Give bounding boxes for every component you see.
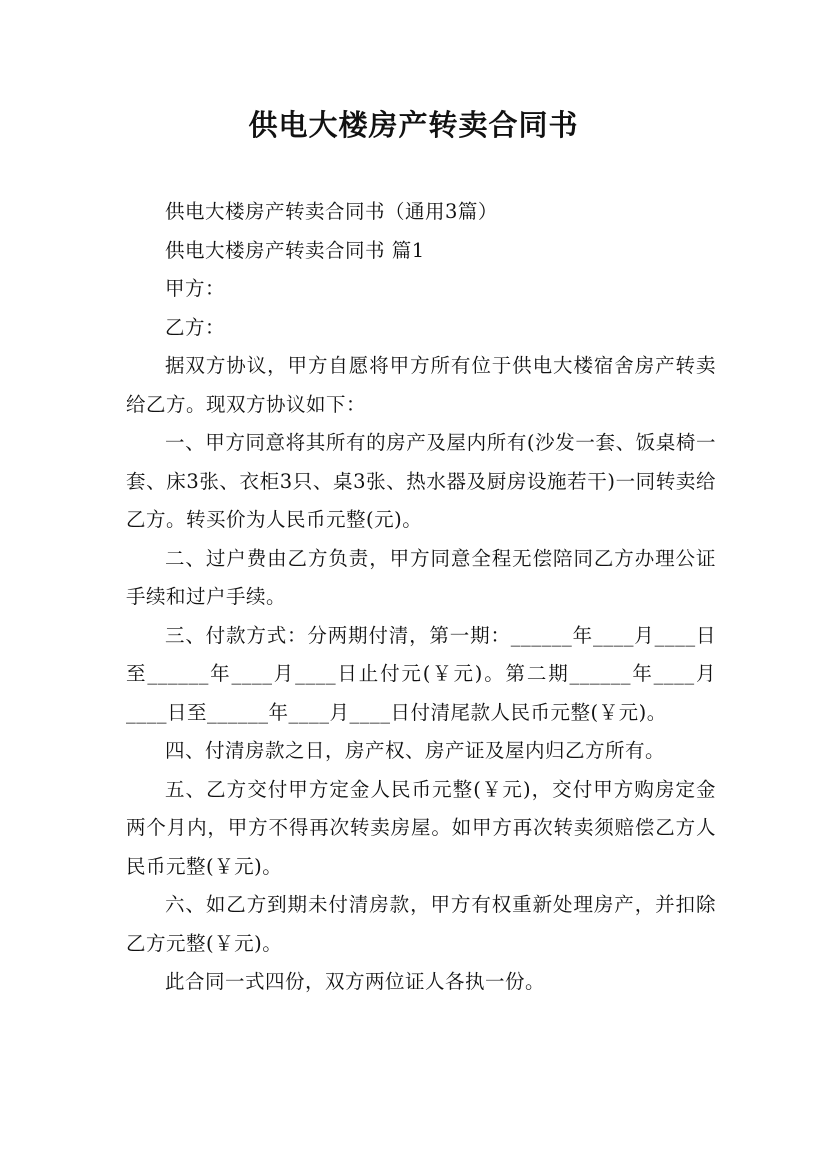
paragraph-party-b: 乙方： (165, 315, 226, 339)
paragraph-subtitle: 供电大楼房产转卖合同书（通用3篇） (165, 200, 498, 223)
paragraph-copies: 此合同一式四份，双方两位证人各执一份。 (165, 970, 546, 993)
paragraph-party-a: 甲方： (165, 277, 226, 300)
document-title: 供电大楼房产转卖合同书 (248, 108, 579, 142)
paragraph-clause-2: 二、过户费由乙方负责，甲方同意全程无偿陪同乙方办理公证手续和过户手续。 (126, 546, 716, 608)
paragraph-clause-6: 六、如乙方到期未付清房款，甲方有权重新处理房产，并扣除乙方元整(￥元)。 (126, 893, 716, 955)
paragraph-clause-5: 五、乙方交付甲方定金人民币元整(￥元)，交付甲方购房定金两个月内，甲方不得再次转卖房屋。如甲方再次转卖须赔偿乙方人民币元整(￥元)。 (126, 777, 716, 878)
paragraph-clause-3: 三、付款方式：分两期付清，第一期：______年____月____日至______年____月____日止付元(￥元)。第二期______年____月____日至______年____月____日付清尾款人民币元整(￥元)。 (126, 623, 716, 724)
document-body (126, 193, 716, 1002)
paragraph-clause-1: 一、甲方同意将其所有的房产及屋内所有(沙发一套、饭桌椅一套、床3张、衣柜3只、桌3张、热水器及厨房设施若干)一同转卖给乙方。转买价为人民币元整(元)。 (126, 431, 716, 531)
paragraph-clause-4: 四、付清房款之日，房产权、房产证及屋内归乙方所有。 (165, 739, 666, 762)
paragraph-preamble: 据双方协议，甲方自愿将甲方所有位于供电大楼宿舍房产转卖给乙方。现双方协议如下： (126, 354, 716, 416)
paragraph-section-heading: 供电大楼房产转卖合同书 篇1 (165, 238, 425, 262)
